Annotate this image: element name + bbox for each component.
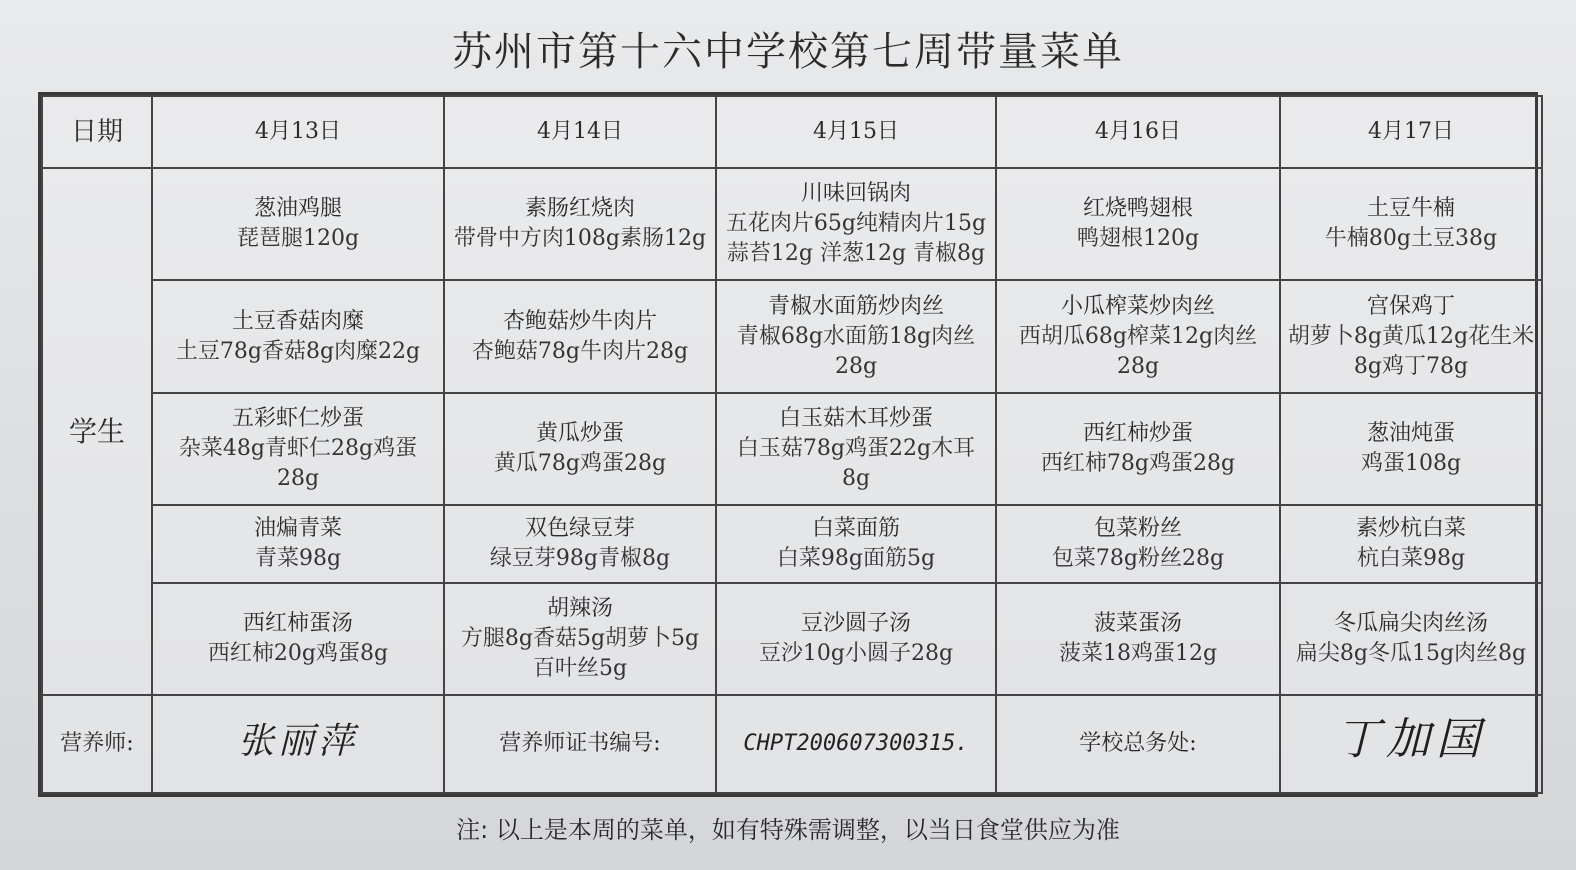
dish-cell — [996, 505, 1280, 582]
dish-ingredients: 带骨中方肉108g素肠12g — [453, 226, 707, 252]
dish-cell — [996, 583, 1280, 695]
day-header: 4月14日 — [444, 96, 716, 168]
dish-cell — [716, 280, 996, 392]
dish-ingredients: 西红柿20g鸡蛋8g — [207, 640, 389, 666]
menu-row — [42, 393, 1542, 505]
dish-name: 西红柿蛋汤 — [242, 610, 353, 636]
dish-name: 黄瓜炒蛋 — [535, 421, 624, 447]
dish-ingredients: 西胡瓜68g榨菜12g肉丝28g — [1018, 323, 1258, 379]
dish-ingredients: 土豆78g香菇8g肉糜22g — [175, 338, 421, 364]
nutritionist-label: 营养师: — [42, 695, 152, 793]
cert-number: CHPT200607300315. — [743, 731, 969, 756]
day-header: 4月15日 — [716, 96, 996, 168]
dish-name: 葱油炖蛋 — [1366, 421, 1455, 447]
dish-ingredients: 方腿8g香菇5g胡萝卜5g百叶丝5g — [460, 625, 700, 681]
office-signature: 丁加国 — [1336, 714, 1486, 765]
dish-cell — [152, 505, 444, 582]
dish-ingredients: 牛楠80g土豆38g — [1324, 226, 1498, 252]
day-header: 4月13日 — [152, 96, 444, 168]
dish-cell — [1280, 393, 1542, 505]
dish-name: 青椒水面筋炒肉丝 — [767, 293, 944, 319]
dish-cell — [444, 505, 716, 582]
dish-cell — [1280, 280, 1542, 392]
dish-name: 双色绿豆芽 — [524, 515, 635, 541]
dish-name: 菠菜蛋汤 — [1093, 610, 1182, 636]
dish-cell — [152, 583, 444, 695]
cert-number-cell — [716, 695, 996, 793]
dish-name: 油煸青菜 — [253, 515, 342, 541]
dish-ingredients: 扁尖8g冬瓜15g肉丝8g — [1295, 640, 1527, 666]
dish-name: 豆沙圆子汤 — [800, 610, 911, 636]
dish-name: 白玉菇木耳炒蛋 — [778, 406, 933, 432]
nutritionist-signature: 张丽萍 — [237, 720, 358, 762]
dish-cell — [444, 393, 716, 505]
dish-cell — [716, 583, 996, 695]
dish-cell — [444, 280, 716, 392]
office-label: 学校总务处: — [996, 695, 1280, 793]
dish-ingredients: 杭白菜98g — [1356, 545, 1466, 571]
menu-row — [42, 583, 1542, 695]
dish-cell — [716, 168, 996, 280]
footnote: 注: 以上是本周的菜单，如有特殊需调整，以当日食堂供应为准 — [456, 816, 1120, 844]
dish-cell — [1280, 505, 1542, 582]
menu-row — [42, 168, 1542, 280]
dish-name: 素炒杭白菜 — [1355, 515, 1466, 541]
dish-name: 杏鲍菇炒牛肉片 — [502, 308, 657, 334]
dish-cell — [444, 583, 716, 695]
dish-ingredients: 杂菜48g青虾仁28g鸡蛋28g — [178, 436, 418, 492]
dish-name: 葱油鸡腿 — [253, 196, 342, 222]
dish-ingredients: 五花肉片65g纯精肉片15g 蒜苔12g 洋葱12g 青椒8g — [725, 211, 987, 267]
dish-name: 川味回锅肉 — [800, 181, 911, 207]
dish-name: 白菜面筋 — [811, 515, 900, 541]
menu-sheet — [38, 92, 1538, 797]
dish-cell — [996, 280, 1280, 392]
dish-ingredients: 西红柿78g鸡蛋28g — [1040, 451, 1236, 477]
dish-name: 胡辣汤 — [546, 595, 613, 621]
dish-cell — [716, 505, 996, 582]
dish-ingredients: 白菜98g面筋5g — [776, 545, 936, 571]
dish-name: 包菜粉丝 — [1093, 515, 1182, 541]
dish-name: 土豆牛楠 — [1366, 196, 1455, 222]
dish-name: 小瓜榨菜炒肉丝 — [1060, 293, 1215, 319]
signature-row — [42, 695, 1542, 793]
dish-ingredients: 菠菜18鸡蛋12g — [1058, 640, 1218, 666]
dish-ingredients: 包菜78g粉丝28g — [1051, 545, 1225, 571]
dish-cell — [1280, 168, 1542, 280]
dish-ingredients: 绿豆芽98g青椒8g — [489, 545, 671, 571]
dish-ingredients: 胡萝卜8g黄瓜12g花生米8g鸡丁78g — [1287, 323, 1535, 379]
header-row — [42, 96, 1542, 168]
dish-name: 宫保鸡丁 — [1366, 293, 1455, 319]
dish-cell — [716, 393, 996, 505]
page-title: 苏州市第十六中学校第七周带量菜单 — [452, 29, 1124, 75]
dish-cell — [996, 393, 1280, 505]
dish-name: 红烧鸭翅根 — [1082, 196, 1193, 222]
dish-cell — [152, 393, 444, 505]
dish-ingredients: 鸭翅根120g — [1076, 226, 1200, 252]
dish-name: 西红柿炒蛋 — [1082, 421, 1193, 447]
day-header: 4月17日 — [1280, 96, 1542, 168]
dish-ingredients: 鸡蛋108g — [1360, 451, 1462, 477]
dish-cell — [444, 168, 716, 280]
dish-name: 五彩虾仁炒蛋 — [231, 406, 364, 432]
dish-ingredients: 豆沙10g小圆子28g — [758, 640, 954, 666]
dish-ingredients: 青菜98g — [254, 545, 342, 571]
dish-ingredients: 青椒68g水面筋18g肉丝28g — [736, 323, 976, 379]
menu-table — [41, 95, 1543, 794]
dish-ingredients: 琵琶腿120g — [236, 226, 360, 252]
student-row-label: 学生 — [42, 168, 152, 695]
dish-cell — [152, 168, 444, 280]
dish-ingredients: 黄瓜78g鸡蛋28g — [493, 451, 667, 477]
dish-name: 冬瓜扁尖肉丝汤 — [1333, 610, 1488, 636]
dish-cell — [152, 280, 444, 392]
dish-cell — [1280, 583, 1542, 695]
menu-row — [42, 505, 1542, 582]
menu-row — [42, 280, 1542, 392]
dish-ingredients: 杏鲍菇78g牛肉片28g — [471, 338, 689, 364]
dish-ingredients: 白玉菇78g鸡蛋22g木耳8g — [736, 436, 976, 492]
cert-label: 营养师证书编号: — [444, 695, 716, 793]
nutritionist-signature-cell — [152, 695, 444, 793]
dish-name: 土豆香菇肉糜 — [231, 308, 364, 334]
dish-cell — [996, 168, 1280, 280]
office-signature-cell — [1280, 695, 1542, 793]
date-label: 日期 — [42, 96, 152, 168]
day-header: 4月16日 — [996, 96, 1280, 168]
dish-name: 素肠红烧肉 — [524, 196, 635, 222]
